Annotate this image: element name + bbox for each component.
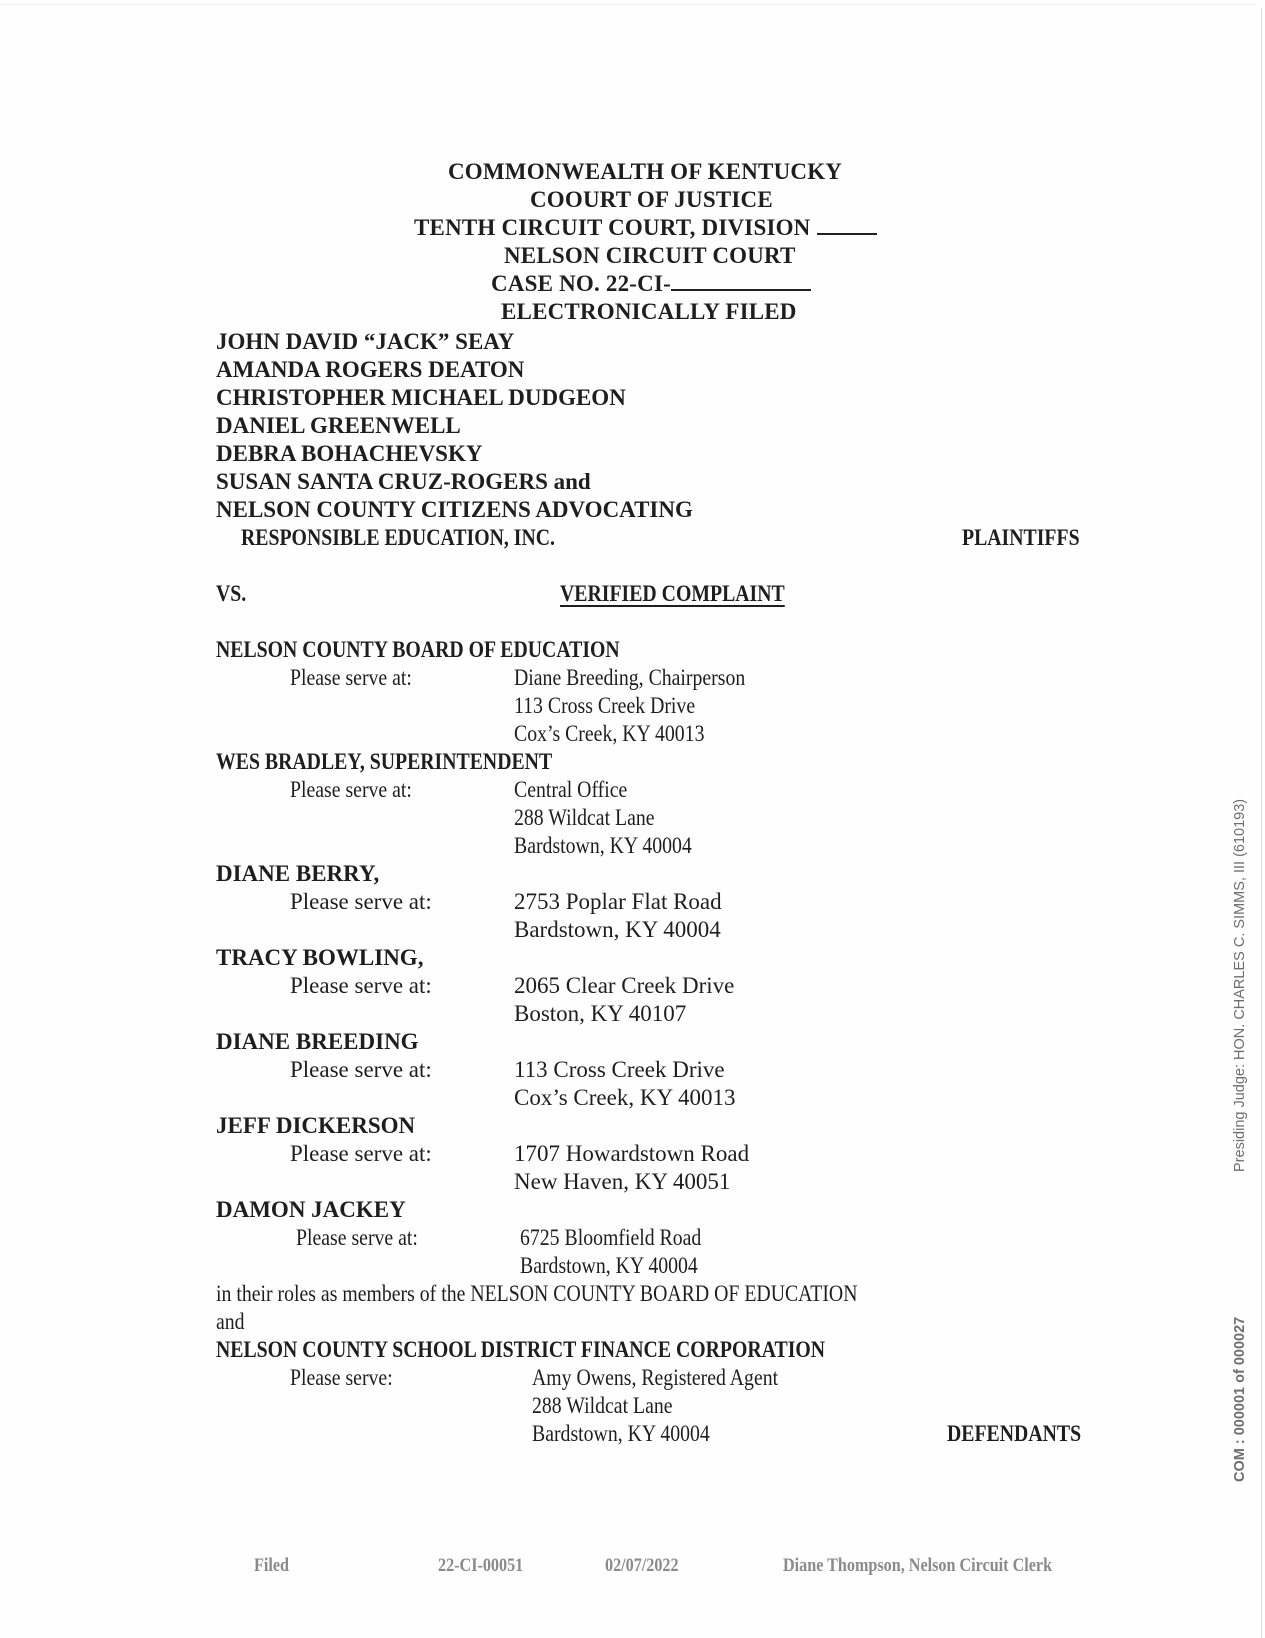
plaintiff-name: SUSAN SANTA CRUZ-ROGERS and [216, 469, 591, 494]
defendant-name: WES BRADLEY, SUPERINTENDENT [216, 749, 553, 774]
serve-label: Please serve at: [290, 889, 432, 914]
caption-nelson-circuit: NELSON CIRCUIT COURT [504, 243, 796, 268]
footer-clerk: Diane Thompson, Nelson Circuit Clerk [783, 1555, 1053, 1576]
serve-label: Please serve at: [296, 1225, 418, 1250]
plaintiffs-label: PLAINTIFFS [962, 525, 1080, 550]
plaintiff-name: RESPONSIBLE EDUCATION, INC. [241, 525, 555, 550]
defendant-name: DIANE BERRY, [216, 861, 380, 886]
defendant-name: DAMON JACKEY [216, 1197, 406, 1222]
serve-address-line: Bardstown, KY 40004 [532, 1421, 710, 1446]
serve-address-line: Bardstown, KY 40004 [520, 1253, 698, 1278]
serve-address-line: 6725 Bloomfield Road [520, 1225, 702, 1250]
page-right-edge [1261, 8, 1262, 1638]
serve-address-line: 288 Wildcat Lane [532, 1393, 673, 1418]
footer-filed: Filed [254, 1555, 289, 1576]
case-no-text: CASE NO. 22-CI- [491, 271, 671, 296]
and-conjunction: and [216, 1309, 245, 1334]
roles-statement: in their roles as members of the NELSON COUNTY BOARD OF EDUCATION [216, 1281, 858, 1306]
serve-label: Please serve at: [290, 777, 412, 802]
defendants-label: DEFENDANTS [947, 1421, 1082, 1446]
versus-label: VS. [216, 581, 247, 606]
plaintiff-name: CHRISTOPHER MICHAEL DUDGEON [216, 385, 626, 410]
serve-address-line: 2753 Poplar Flat Road [514, 889, 722, 914]
footer-date: 02/07/2022 [605, 1555, 679, 1576]
footer-case-number: 22-CI-00051 [438, 1555, 524, 1576]
plaintiff-name: NELSON COUNTY CITIZENS ADVOCATING [216, 497, 693, 522]
serve-address-line: Cox’s Creek, KY 40013 [514, 721, 705, 746]
serve-address-line: Bardstown, KY 40004 [514, 833, 692, 858]
defendant-name: JEFF DICKERSON [216, 1113, 416, 1138]
serve-address-line: 113 Cross Creek Drive [514, 693, 696, 718]
plaintiff-name: JOHN DAVID “JACK” SEAY [216, 329, 515, 354]
plaintiff-name: DANIEL GREENWELL [216, 413, 461, 438]
serve-address-line: New Haven, KY 40051 [514, 1169, 731, 1194]
caption-division-text: TENTH CIRCUIT COURT, DIVISION [414, 215, 811, 240]
division-blank-field [817, 215, 877, 235]
serve-address-line: Boston, KY 40107 [514, 1001, 687, 1026]
defendant-name: NELSON COUNTY BOARD OF EDUCATION [216, 637, 620, 662]
defendant-name: TRACY BOWLING, [216, 945, 424, 970]
serve-address-line: 1707 Howardstown Road [514, 1141, 750, 1166]
serve-label: Please serve at: [290, 1057, 432, 1082]
caption-division [414, 214, 877, 242]
caption-court-of-justice: COOURT OF JUSTICE [530, 187, 773, 212]
caption-electronically-filed: ELECTRONICALLY FILED [501, 299, 797, 324]
plaintiff-name: DEBRA BOHACHEVSKY [216, 441, 483, 466]
serve-address-line: Central Office [514, 777, 628, 802]
serve-address-line: Bardstown, KY 40004 [514, 917, 721, 942]
defendant-name: NELSON COUNTY SCHOOL DISTRICT FINANCE CORPORATION [216, 1337, 826, 1362]
serve-label: Please serve at: [290, 665, 412, 690]
serve-address-line: Cox’s Creek, KY 40013 [514, 1085, 736, 1110]
caption-case-no [491, 270, 811, 298]
serve-label: Please serve: [290, 1365, 393, 1390]
defendant-name: DIANE BREEDING [216, 1029, 419, 1054]
caption-commonwealth: COMMONWEALTH OF KENTUCKY [448, 159, 843, 184]
serve-address-line: Diane Breeding, Chairperson [514, 665, 746, 690]
plaintiff-name: AMANDA ROGERS DEATON [216, 357, 525, 382]
document-title: VERIFIED COMPLAINT [560, 581, 785, 606]
page-top-edge [0, 4, 1255, 5]
serve-address-line: 2065 Clear Creek Drive [514, 973, 735, 998]
serve-label: Please serve at: [290, 1141, 432, 1166]
case-no-blank-field [671, 271, 811, 291]
page-count-stamp: COM : 000001 of 000027 [1232, 1316, 1248, 1482]
serve-label: Please serve at: [290, 973, 432, 998]
presiding-judge-stamp: Presiding Judge: HON. CHARLES C. SIMMS, III (610193) [1232, 798, 1248, 1172]
serve-address-line: Amy Owens, Registered Agent [532, 1365, 779, 1390]
serve-address-line: 113 Cross Creek Drive [514, 1057, 725, 1082]
serve-address-line: 288 Wildcat Lane [514, 805, 655, 830]
